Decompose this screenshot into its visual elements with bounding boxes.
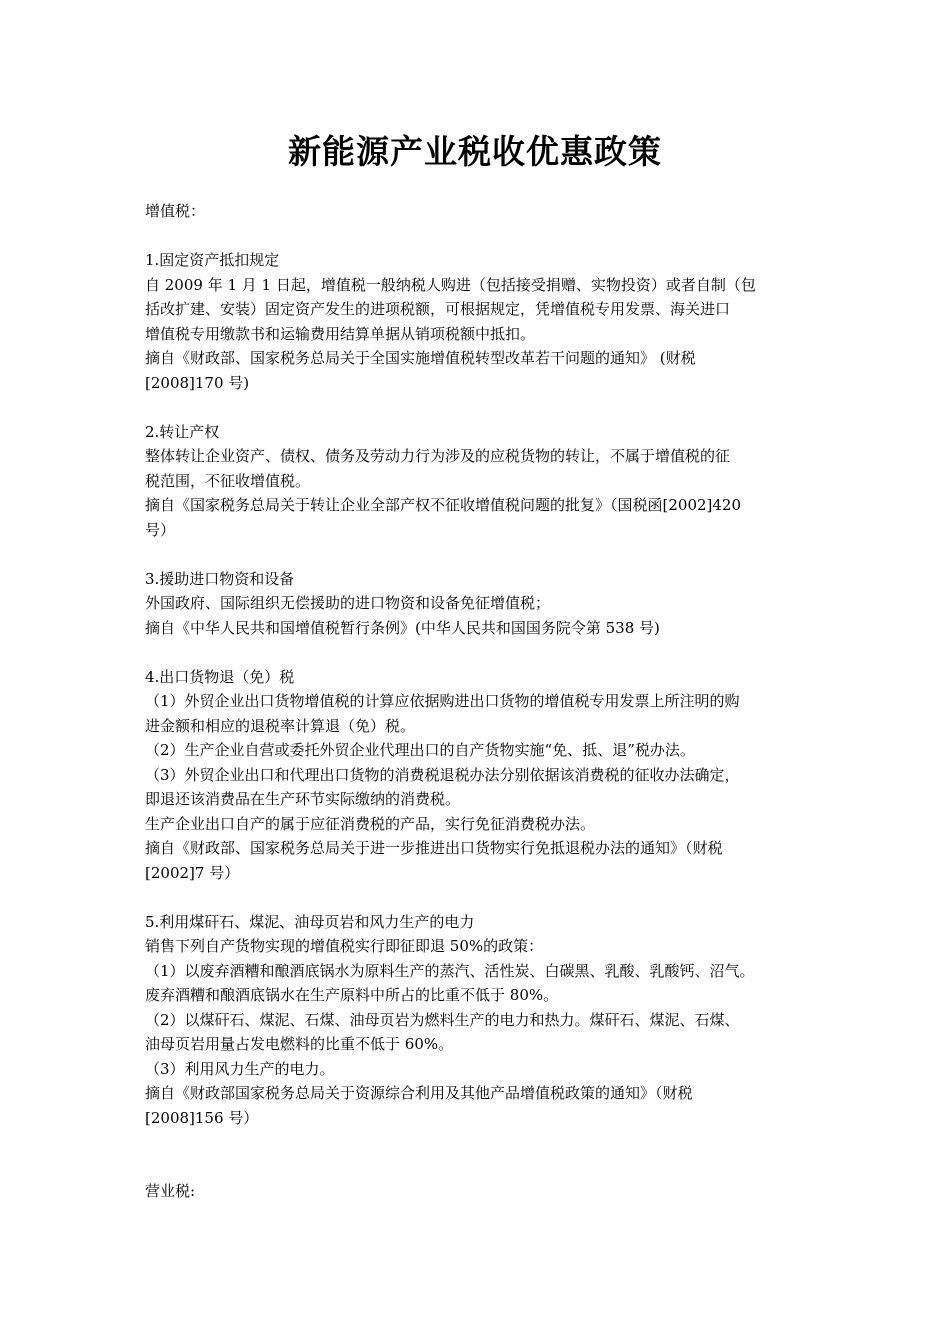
section-3 [145,567,825,641]
page-title: 新能源产业税收优惠政策 [288,132,662,171]
section-2 [145,420,825,543]
text-line: 税范围，不征收增值税。 [145,471,311,490]
text-line: （3）利用风力生产的电力。 [145,1059,335,1078]
text-line: （2）以煤矸石、煤泥、石煤、油母页岩为燃料生产的电力和热力。煤矸石、煤泥、石煤、 [145,1010,740,1029]
citation-line: 摘自《国家税务总局关于转让企业全部产权不征收增值税问题的批复》（国税函[2002]420 [145,496,742,514]
text-line: 废弃酒糟和酿酒底锅水在生产原料中所占的比重不低于 80%。 [145,986,559,1004]
section-5 [145,910,825,1131]
section-heading: 3.援助进口物资和设备 [145,569,295,588]
text-line: （3）外贸企业出口和代理出口货物的消费税退税办法分别依据该消费税的征收办法确定， [145,765,740,784]
text-line: 生产企业出口自产的属于应征消费税的产品，实行免征消费税办法。 [145,814,596,833]
text-line: （1）以废弃酒糟和酿酒底锅水为原料生产的蒸汽、活性炭、白碳黑、乳酸、乳酸钙、沼气。 [145,961,755,980]
text-line: 整体转让企业资产、债权、债务及劳动力行为涉及的应税货物的转让，不属于增值税的征 [145,447,731,465]
citation-line: 摘自《中华人民共和国增值税暂行条例》(中华人民共和国国务院令第 538 号) [145,618,660,637]
citation-line: 摘自《财政部、国家税务总局关于全国实施增值税转型改革若干问题的通知》 (财税 [145,349,696,367]
text-line: 即退还该消费品在生产环节实际缴纳的消费税。 [145,790,461,808]
section-heading: 4.出口货物退（免）税 [145,667,295,686]
document-body [145,199,825,1204]
citation-line: [2002]7 号） [145,863,240,882]
citation-line: [2008]170 号) [145,373,250,392]
citation-line: 摘自《财政部、国家税务总局关于进一步推进出口货物实行免抵退税办法的通知》（财税 [145,839,723,857]
text-line: 进金额和相应的退税率计算退（免）税。 [145,716,416,735]
citation-line: 号） [145,520,176,539]
section-heading: 2.转让产权 [145,422,220,441]
text-line: 销售下列自产货物实现的增值税实行即征即退 50%的政策： [145,937,544,955]
section-1 [145,248,825,395]
text-line: （1）外贸企业出口货物增值税的计算应依据购进出口货物的增值税专用发票上所注明的购 [145,692,740,710]
citation-line: 摘自《财政部国家税务总局关于资源综合利用及其他产品增值税政策的通知》（财税 [145,1084,693,1102]
section-heading: 5.利用煤矸石、煤泥、油母页岩和风力生产的电力 [145,912,475,931]
citation-line: [2008]156 号） [145,1108,259,1127]
section-4 [145,665,825,886]
text-line: （2）生产企业自营或委托外贸企业代理出口的自产货物实施“免、抵、退”税办法。 [145,741,695,759]
text-line: 油母页岩用量占发电燃料的比重不低于 60%。 [145,1035,454,1053]
text-line: 括改扩建、安装）固定资产发生的进项税额，可根据规定，凭增值税专用发票、海关进口 [145,300,731,318]
business-tax-heading: 营业税: [145,1182,196,1200]
text-line: 增值税专用缴款书和运输费用结算单据从销项税额中抵扣。 [145,324,536,343]
vat-heading: 增值税： [145,202,206,220]
text-line: 自 2009 年 1 月 1 日起，增值税一般纳税人购进（包括接受捐赠、实物投资）或者自制（包 [145,275,756,294]
text-line: 外国政府、国际组织无偿援助的进口物资和设备免征增值税； [145,594,551,612]
section-heading: 1.固定资产抵扣规定 [145,251,280,269]
